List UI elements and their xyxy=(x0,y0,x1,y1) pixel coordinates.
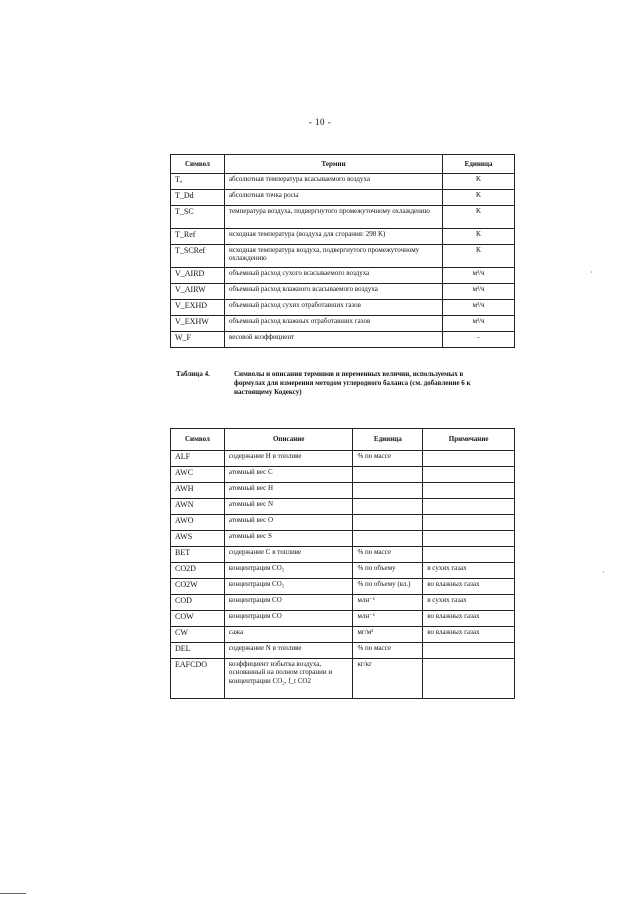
note-cell xyxy=(423,547,515,563)
column-header-symbol: Символ xyxy=(171,155,225,174)
term-cell: абсолютная точка росы xyxy=(224,190,442,206)
symbol-cell: V_AIRW xyxy=(171,284,225,300)
table-row xyxy=(171,611,515,627)
term-cell: объемный расход влажных отработавших газов xyxy=(224,316,442,332)
term-cell: объемный расход сухих отработавших газов xyxy=(224,300,442,316)
description-cell: атомный вес C xyxy=(224,467,353,483)
symbol-cell: V_EXHD xyxy=(171,300,225,316)
symbol-cell: T_SCRef xyxy=(171,245,225,268)
symbol-cell: CO2W xyxy=(171,579,225,595)
symbol-cell: AWS xyxy=(171,531,225,547)
description-cell: атомный вес O xyxy=(224,515,353,531)
term-cell: абсолютная температура всасываемого воздуха xyxy=(224,174,442,190)
unit-cell: % по объему xyxy=(353,563,423,579)
description-cell: концентрация CO xyxy=(224,611,353,627)
unit-cell: м³/ч xyxy=(443,284,515,300)
table-row xyxy=(171,300,515,316)
table-row xyxy=(171,268,515,284)
symbol-cell: DEL xyxy=(171,643,225,659)
symbol-cell: V_EXHW xyxy=(171,316,225,332)
symbols-table xyxy=(170,428,515,699)
unit-cell: м³/ч xyxy=(443,316,515,332)
table-row xyxy=(171,206,515,229)
symbol-cell: V_AIRD xyxy=(171,268,225,284)
term-cell: исходная температура воздуха, подвергнутого промежуточному охлаждению xyxy=(224,245,442,268)
unit-cell: K xyxy=(443,229,515,245)
unit-cell xyxy=(353,467,423,483)
note-cell xyxy=(423,483,515,499)
table-row xyxy=(171,515,515,531)
symbol-cell: AWH xyxy=(171,483,225,499)
table-row xyxy=(171,190,515,206)
unit-cell: K xyxy=(443,245,515,268)
unit-cell xyxy=(353,483,423,499)
description-cell: концентрация CO₂ xyxy=(224,579,353,595)
description-cell: концентрация CO xyxy=(224,595,353,611)
description-cell: коэффициент избытка воздуха, основанный на полном сгорании и концентрации CO₂, f_t CO2 xyxy=(224,659,353,699)
table-row xyxy=(171,659,515,699)
note-cell xyxy=(423,499,515,515)
description-cell: концентрация CO₂ xyxy=(224,563,353,579)
column-header-description: Описание xyxy=(224,429,353,451)
symbol-cell: AWO xyxy=(171,515,225,531)
term-cell: объемный расход влажного всасываемого воздуха xyxy=(224,284,442,300)
unit-cell: % по объему (вл.) xyxy=(353,579,423,595)
unit-cell: K xyxy=(443,174,515,190)
note-cell: в сухих газах xyxy=(423,563,515,579)
symbol-cell: CW xyxy=(171,627,225,643)
column-header-symbol: Символ xyxy=(171,429,225,451)
unit-cell: % по массе xyxy=(353,451,423,467)
note-cell: во влажных газах xyxy=(423,611,515,627)
table-row xyxy=(171,643,515,659)
unit-cell: м³/ч xyxy=(443,300,515,316)
description-cell: содержание H в топливе xyxy=(224,451,353,467)
unit-cell xyxy=(353,531,423,547)
note-cell xyxy=(423,643,515,659)
table-row xyxy=(171,174,515,190)
symbol-cell: COW xyxy=(171,611,225,627)
description-cell: содержание C в топливе xyxy=(224,547,353,563)
term-cell: объемный расход сухого всасываемого воздуха xyxy=(224,268,442,284)
symbol-cell: EAFCDO xyxy=(171,659,225,699)
note-cell: во влажных газах xyxy=(423,579,515,595)
table-row xyxy=(171,563,515,579)
symbol-cell: AWC xyxy=(171,467,225,483)
unit-cell xyxy=(353,499,423,515)
note-cell xyxy=(423,659,515,699)
symbol-cell: T_SC xyxy=(171,206,225,229)
table-row xyxy=(171,229,515,245)
note-cell xyxy=(423,515,515,531)
table-header-row xyxy=(171,429,515,451)
unit-cell: мг/м³ xyxy=(353,627,423,643)
unit-cell: K xyxy=(443,206,515,229)
symbol-cell: AWN xyxy=(171,499,225,515)
column-header-unit: Единица xyxy=(353,429,423,451)
table-row xyxy=(171,627,515,643)
description-cell: атомный вес N xyxy=(224,499,353,515)
column-header-term: Термин xyxy=(224,155,442,174)
table-row xyxy=(171,547,515,563)
table-row xyxy=(171,284,515,300)
note-cell xyxy=(423,467,515,483)
scan-speck: · xyxy=(602,568,605,577)
symbol-cell: CO2D xyxy=(171,563,225,579)
table-caption-text: Символы и описания терминов и переменных величин, используемых в формулах для измерения методом углеродного баланса (см. добавление 6 к настоящему Кодексу) xyxy=(234,370,471,397)
note-cell xyxy=(423,451,515,467)
table-row xyxy=(171,451,515,467)
symbol-cell: T_Ref xyxy=(171,229,225,245)
table-row xyxy=(171,332,515,348)
description-cell: сажа xyxy=(224,627,353,643)
unit-cell: % по массе xyxy=(353,547,423,563)
unit-cell: м³/ч xyxy=(443,268,515,284)
table-row xyxy=(171,483,515,499)
symbol-cell: Tₐ xyxy=(171,174,225,190)
description-cell: содержание N в топливе xyxy=(224,643,353,659)
table-row xyxy=(171,245,515,268)
terms-table xyxy=(170,154,515,348)
symbol-cell: BET xyxy=(171,547,225,563)
note-cell: во влажных газах xyxy=(423,627,515,643)
table-row xyxy=(171,595,515,611)
note-cell: в сухих газах xyxy=(423,595,515,611)
symbol-cell: T_Dd xyxy=(171,190,225,206)
unit-cell: млн⁻¹ xyxy=(353,611,423,627)
description-cell: атомный вес H xyxy=(224,483,353,499)
page-edge-line xyxy=(0,893,26,894)
column-header-note: Примечание xyxy=(423,429,515,451)
description-cell: атомный вес S xyxy=(224,531,353,547)
unit-cell: кг/кг xyxy=(353,659,423,699)
unit-cell: % по массе xyxy=(353,643,423,659)
note-cell xyxy=(423,531,515,547)
unit-cell: млн⁻¹ xyxy=(353,595,423,611)
table-row xyxy=(171,467,515,483)
term-cell: весовой коэффициент xyxy=(224,332,442,348)
table-row xyxy=(171,316,515,332)
column-header-unit: Единица xyxy=(443,155,515,174)
page-number: - 10 - xyxy=(308,117,332,127)
symbol-cell: W_F xyxy=(171,332,225,348)
unit-cell: K xyxy=(443,190,515,206)
symbol-cell: ALF xyxy=(171,451,225,467)
scan-speck: · xyxy=(590,268,593,277)
table-row xyxy=(171,499,515,515)
symbol-cell: COD xyxy=(171,595,225,611)
table-caption-label: Таблица 4. xyxy=(176,370,210,378)
table-header-row xyxy=(171,155,515,174)
unit-cell xyxy=(353,515,423,531)
table-row xyxy=(171,579,515,595)
table-row xyxy=(171,531,515,547)
term-cell: исходная температура (воздуха для сгорания: 298 K) xyxy=(224,229,442,245)
term-cell: температура воздуха, подвергнутого промежуточному охлаждению xyxy=(224,206,442,229)
unit-cell: - xyxy=(443,332,515,348)
